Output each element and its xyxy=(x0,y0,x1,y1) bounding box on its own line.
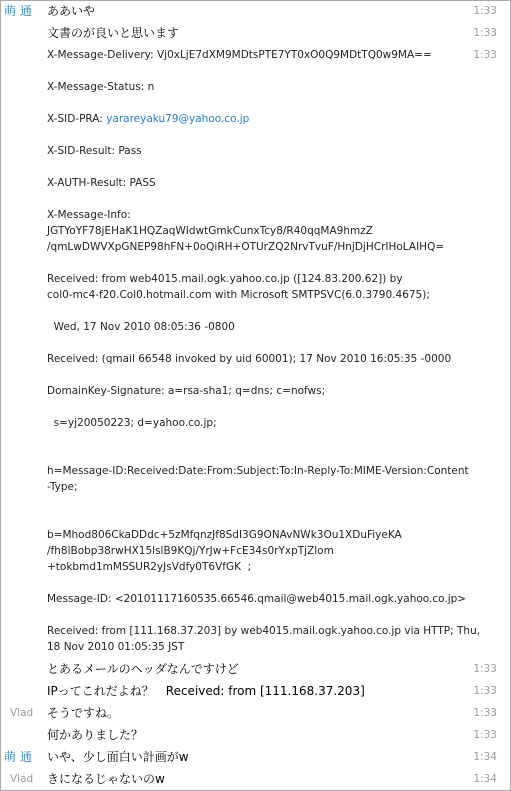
header-line: X-Message-Delivery: Vj0xLjE7dXM9MDtsPTE7YT0xO0Q9MDtTQ0w9MA== xyxy=(47,49,432,61)
email-header-message xyxy=(1,47,510,655)
header-line: X-Message-Info: xyxy=(47,209,131,221)
timestamp: 1:33 xyxy=(473,729,497,741)
message-text: ああいや xyxy=(47,4,96,18)
header-line: -Type; xyxy=(47,481,78,493)
header-line: s=yj20050223; d=yahoo.co.jp; xyxy=(47,417,217,429)
timestamp: 1:34 xyxy=(473,773,497,785)
header-line: /qmLwDWVXpGNEP98hFN+0oQiRH+OTUrZQ2NrvTvuF/HnjDjHCrIHoLAIHQ= xyxy=(47,241,445,253)
header-line: Received: from [111.168.37.203] by web4015.mail.ogk.yahoo.co.jp via HTTP; Thu, xyxy=(47,625,481,637)
header-line: /fh8lBobp38rwHX15lslB9KQj/YrJw+FcE34s0rYxpTjZlom xyxy=(47,545,334,557)
sender-name[interactable]: 萌 通 xyxy=(4,4,32,18)
header-line: 18 Nov 2010 01:05:35 JST xyxy=(47,641,185,653)
message-text: IPってこれだよね？ Received: from [111.168.37.203] xyxy=(47,684,365,698)
timestamp: 1:33 xyxy=(473,707,497,719)
message-text: きになるじゃないのw xyxy=(47,772,165,786)
header-line: X-AUTH-Result: PASS xyxy=(47,177,156,189)
message-text: 文書のが良いと思います xyxy=(47,26,180,40)
email-link[interactable]: yarareyaku79@yahoo.co.jp xyxy=(106,113,250,125)
header-line: b=Mhod806CkaDDdc+5zMfqnzJf8SdI3G9ONAvNWk3Ou1XDuFiyeKA xyxy=(47,529,402,541)
timestamp: 1:33 xyxy=(473,685,497,697)
sender-name[interactable]: 萌 通 xyxy=(4,750,32,764)
header-line: Wed, 17 Nov 2010 08:05:36 -0800 xyxy=(47,321,235,333)
timestamp: 1:33 xyxy=(473,5,497,17)
message-text: そうですね。 xyxy=(47,706,120,720)
message-text: 何かありました？ xyxy=(47,728,144,742)
timestamp: 1:34 xyxy=(473,751,497,763)
header-line: X-Message-Status: n xyxy=(47,81,155,93)
header-line: +tokbmd1mMSSUR2yJsVdfy0T6VfGK ; xyxy=(47,561,252,573)
header-line: Received: (qmail 66548 invoked by uid 60001); 17 Nov 2010 16:05:35 -0000 xyxy=(47,353,452,365)
header-label: X-SID-PRA: xyxy=(47,113,107,125)
timestamp: 1:33 xyxy=(473,27,497,39)
header-line: Received: from web4015.mail.ogk.yahoo.co.jp ([124.83.200.62]) by xyxy=(47,273,403,285)
header-line xyxy=(47,111,465,127)
header-line: col0-mc4-f20.Col0.hotmail.com with Microsoft SMTPSVC(6.0.3790.4675); xyxy=(47,289,430,301)
header-line: JGTYoYF78jEHaK1HQZaqWIdwtGmkCunxTcy8/R40qqMA9hmzZ xyxy=(47,225,373,237)
header-line: Message-ID: <20101117160535.66546.qmail@web4015.mail.ogk.yahoo.co.jp> xyxy=(47,593,467,605)
header-line: DomainKey-Signature: a=rsa-sha1; q=dns; c=nofws; xyxy=(47,385,326,397)
timestamp: 1:33 xyxy=(473,49,497,61)
sender-name[interactable]: Vlad xyxy=(10,707,34,719)
message-text: とあるメールのヘッダなんですけど xyxy=(47,662,239,676)
header-line: h=Message-ID:Received:Date:From:Subject:To:In-Reply-To:MIME-Version:Content xyxy=(47,465,469,477)
timestamp: 1:33 xyxy=(473,663,497,675)
sender-name[interactable]: Vlad xyxy=(10,773,34,785)
header-line: X-SID-Result: Pass xyxy=(47,145,142,157)
message-text: いや、少し面白い計画がw xyxy=(47,750,189,764)
